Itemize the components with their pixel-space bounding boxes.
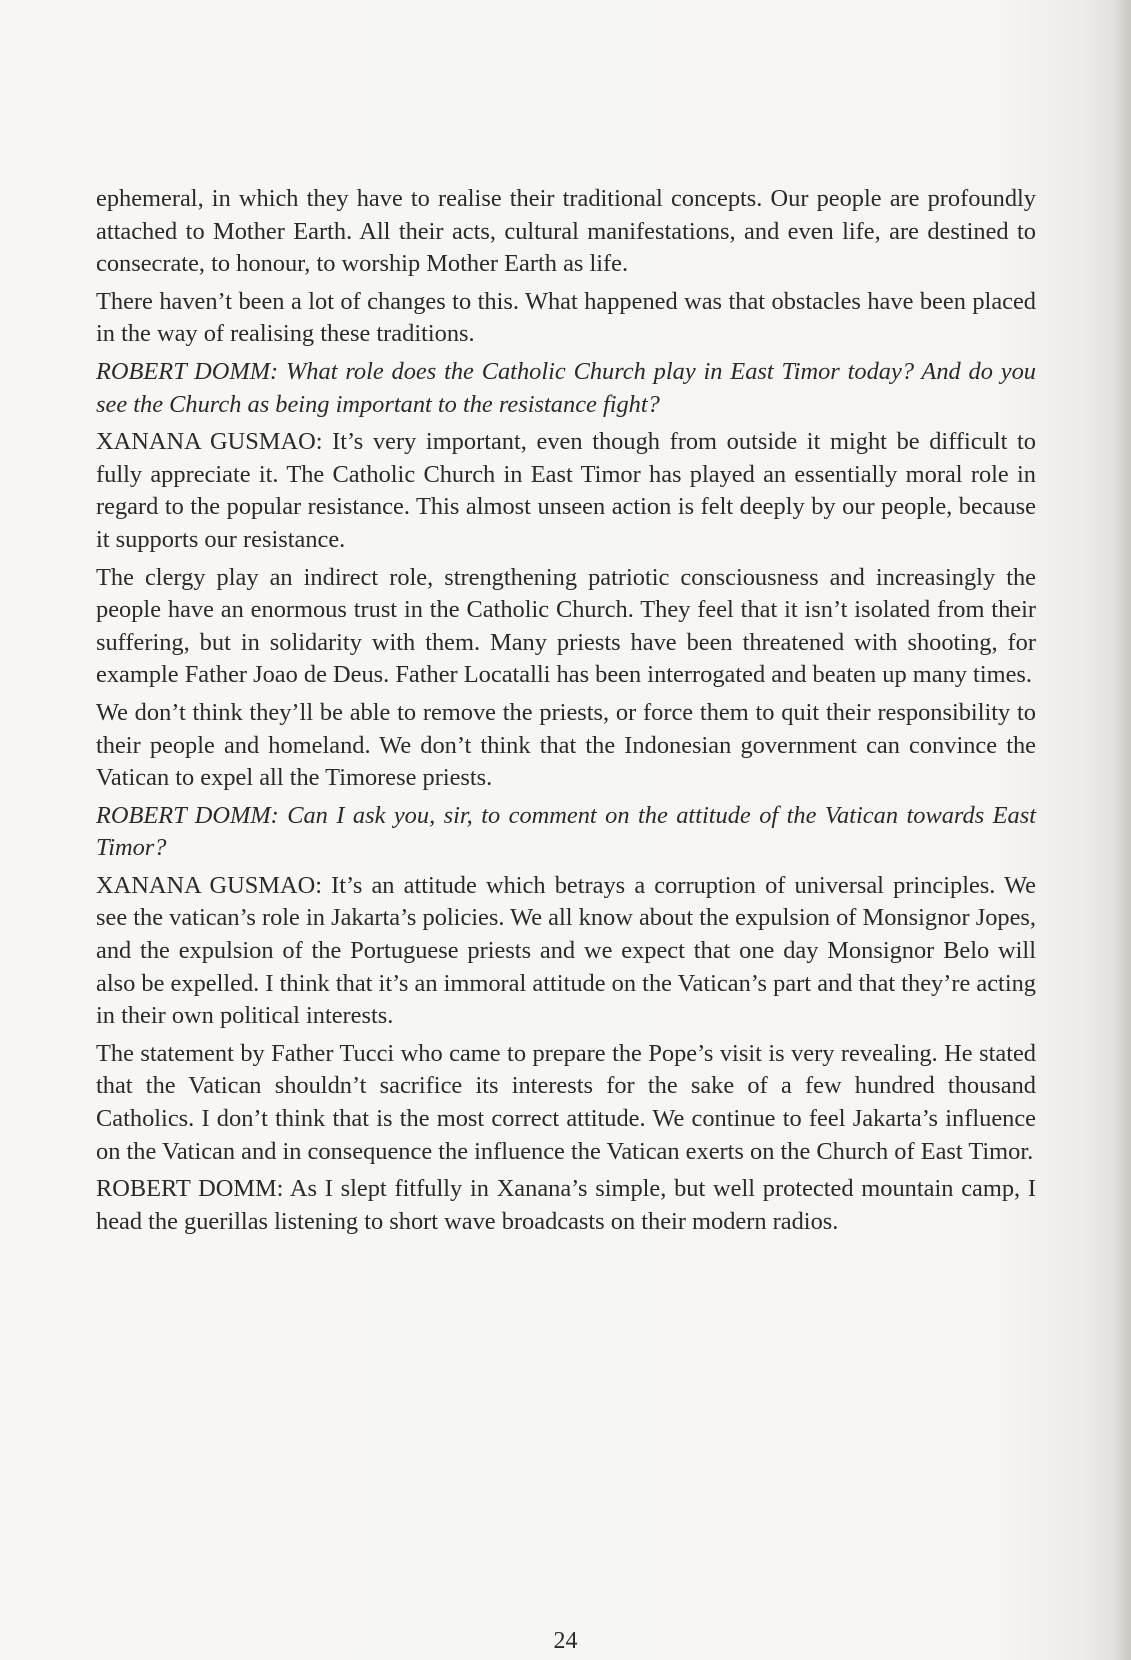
paragraph-father-tucci: The statement by Father Tucci who came to prepare the Pope’s visit is very revealing. He stated that the Vatican shouldn’t sacrifice its interests for the sake of a few hundred thousand Catholics. I don’t think that is the most correct attitude. We continue to feel Jakarta’s influence on the Vatican and in consequence the influence the Vatican exerts on the Church of East Timor. <box>96 1039 1036 1165</box>
question-vatican-attitude: ROBERT DOMM: Can I ask you, sir, to comment on the attitude of the Vatican towards East Timor? <box>96 801 1036 862</box>
page-number: 24 <box>553 1628 578 1654</box>
answer-church-important: XANANA GUSMAO: It’s very important, even though from outside it might be difficult to fully appreciate it. The Catholic Church in East Timor has played an essentially moral role in regard to the popular resistance. This almost unseen action is felt deeply by our people, because it supports our resistance. <box>96 428 1036 553</box>
answer-vatican-attitude: XANANA GUSMAO: It’s an attitude which betrays a corruption of universal principles. We see the vatican’s role in Jakarta’s policies. We all know about the expulsion of Monsignor Jopes, and the expulsion of the Portuguese priests and we expect that one day Monsignor Belo will also be expelled. I think that it’s an immoral attitude on the Vatican’s part and that they’re acting in their own political interests. <box>96 871 1036 1030</box>
question-catholic-church: ROBERT DOMM: What role does the Catholic Church play in East Timor today? And do you see the Church as being important to the resistance fight? <box>96 357 1036 418</box>
paragraph-traditions: There haven’t been a lot of changes to this. What happened was that obstacles have been placed in the way of realising these traditions. <box>96 287 1036 348</box>
body-text <box>96 183 1036 1243</box>
paragraph-priests: We don’t think they’ll be able to remove the priests, or force them to quit their responsibility to their people and homeland. We don’t think that the Indonesian government can convince the Vatican to expel all the Timorese priests. <box>96 698 1036 792</box>
paragraph-mountain-camp: ROBERT DOMM: As I slept fitfully in Xanana’s simple, but well protected mountain camp, I head the guerillas listening to short wave broadcasts on their modern radios. <box>96 1175 1036 1235</box>
page-edge-shadow <box>1113 0 1131 1660</box>
paragraph-clergy-role: The clergy play an indirect role, strengthening patriotic consciousness and increasingly the people have an enormous trust in the Catholic Church. They feel that it isn’t isolated from their suffering, but in solidarity with them. Many priests have been threatened with shooting, for example Father Joao de Deus. Father Locatalli has been interrogated and beaten up many times. <box>96 563 1036 689</box>
paragraph-mother-earth: ephemeral, in which they have to realise their traditional concepts. Our people are profoundly attached to Mother Earth. All their acts, cultural manifestations, and even life, are destined to consecrate, to honour, to worship Mother Earth as life. <box>96 185 1036 278</box>
